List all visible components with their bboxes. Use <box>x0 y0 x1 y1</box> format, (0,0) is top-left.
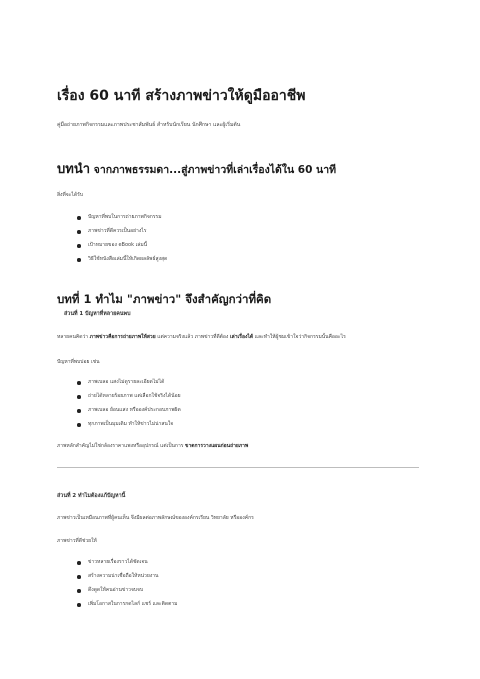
intro-heading-prefix: บทนำ <box>57 162 91 177</box>
chapter-1-paragraph-3 <box>57 442 248 450</box>
list-item: ทุกภาพเป็นมุมเดิม ทำให้ข่าวไม่น่าสนใจ <box>88 421 174 427</box>
intro-lead: สิ่งที่จะได้รับ <box>57 192 84 198</box>
bullet-icon <box>77 244 81 248</box>
list-item: เพิ่มโอกาสในการกดไลก์ แชร์ และติดตาม <box>88 601 178 607</box>
intro-heading <box>57 158 336 179</box>
list-item: วิธีใช้หนังสือเล่มนี้ให้เกิดผลลัพธ์สูงสุด <box>88 256 168 262</box>
list-item: ภาพข่าวที่ดีควรเป็นอย่างไร <box>88 228 147 234</box>
bullet-icon <box>77 603 81 607</box>
chapter-1-part-1-heading: ส่วนที่ 1 ปัญหาที่หลายคนพบ <box>64 311 131 317</box>
list-item: เป้าหมายของ eBook เล่มนี้ <box>88 242 148 248</box>
bullet-icon <box>77 589 81 593</box>
section-divider <box>57 467 419 468</box>
text-run-bold: เล่าเรื่องได้ <box>229 334 254 340</box>
text-run-bold: ขาดการวางแผนก่อนถ่ายภาพ <box>185 443 249 449</box>
bullet-icon <box>77 423 81 427</box>
list-item: ภาพเบลอ ย้อนแสง หรือองค์ประกอบภาพผิด <box>88 407 181 413</box>
list-item: ถ่ายได้หลายร้อยภาพ แต่เลือกใช้จริงได้น้อย <box>88 393 181 399</box>
list-item: ข่าวหลายเรื่องราวได้ชัดเจน <box>88 559 148 565</box>
list-item: ภาพเบลอ แสงไม่ดูรายละเอียดไม่ได้ <box>88 379 165 385</box>
list-item: ปัญหาที่พบในการถ่ายภาพกิจกรรม <box>88 214 162 220</box>
page-subtitle: คู่มือถ่ายภาพกิจกรรมและภาพประชาสัมพันธ์ สำหรับนักเรียน นักศึกษา และผู้เริ่มต้น <box>57 122 241 128</box>
text-run: หลายคนคิดว่า <box>57 334 90 340</box>
chapter-1-heading: บทที่ 1 ทำไม "ภาพข่าว" จึงสำคัญกว่าที่คิด <box>57 292 272 306</box>
part-2-paragraph-2: ภาพข่าวที่ดีช่วยให้ <box>57 538 97 544</box>
chapter-1-paragraph-2: ปัญหาที่พบบ่อย เช่น <box>57 359 100 365</box>
bullet-icon <box>77 258 81 262</box>
chapter-1-paragraph-1 <box>57 333 346 341</box>
list-item: สร้างความน่าเชื่อถือให้หน่วยงาน <box>88 573 159 579</box>
text-run-bold: ภาพข่าวคือการถ่ายภาพให้สวย <box>89 334 156 340</box>
part-2-heading: ส่วนที่ 2 ทำไมต้องแก้ปัญหานี้ <box>57 493 126 499</box>
bullet-icon <box>77 395 81 399</box>
text-run: และทำให้ผู้ชมเข้าใจว่ากิจกรรมนั้นคืออะไร <box>253 334 346 340</box>
part-2-paragraph-1: ภาพข่าวเป็นเหมือนภาพที่ผู้คนเห็น จึงมีผลต่อภาพลักษณ์ขององค์กรเรียน วิทยาลัย หรือองค์กร <box>57 515 254 521</box>
bullet-icon <box>77 409 81 413</box>
text-run: ภาพหลักสำคัญไม่ใช่กล้องราคาแพงหรืออุปกรณ์ แต่เป็นการ <box>57 443 186 449</box>
bullet-icon <box>77 230 81 234</box>
intro-heading-rest: จากภาพธรรมดา...สู่ภาพข่าวที่เล่าเรื่องได้ใน 60 นาที <box>93 164 337 176</box>
page-title: เรื่อง 60 นาที สร้างภาพข่าวให้ดูมืออาชีพ <box>57 88 306 104</box>
bullet-icon <box>77 216 81 220</box>
bullet-icon <box>77 561 81 565</box>
bullet-icon <box>77 575 81 579</box>
bullet-icon <box>77 381 81 385</box>
text-run: แต่ความจริงแล้ว ภาพข่าวที่ดีต้อง <box>155 334 230 340</box>
list-item: ดึงดูดให้คนอ่านข่าวจบจบ <box>88 587 144 593</box>
